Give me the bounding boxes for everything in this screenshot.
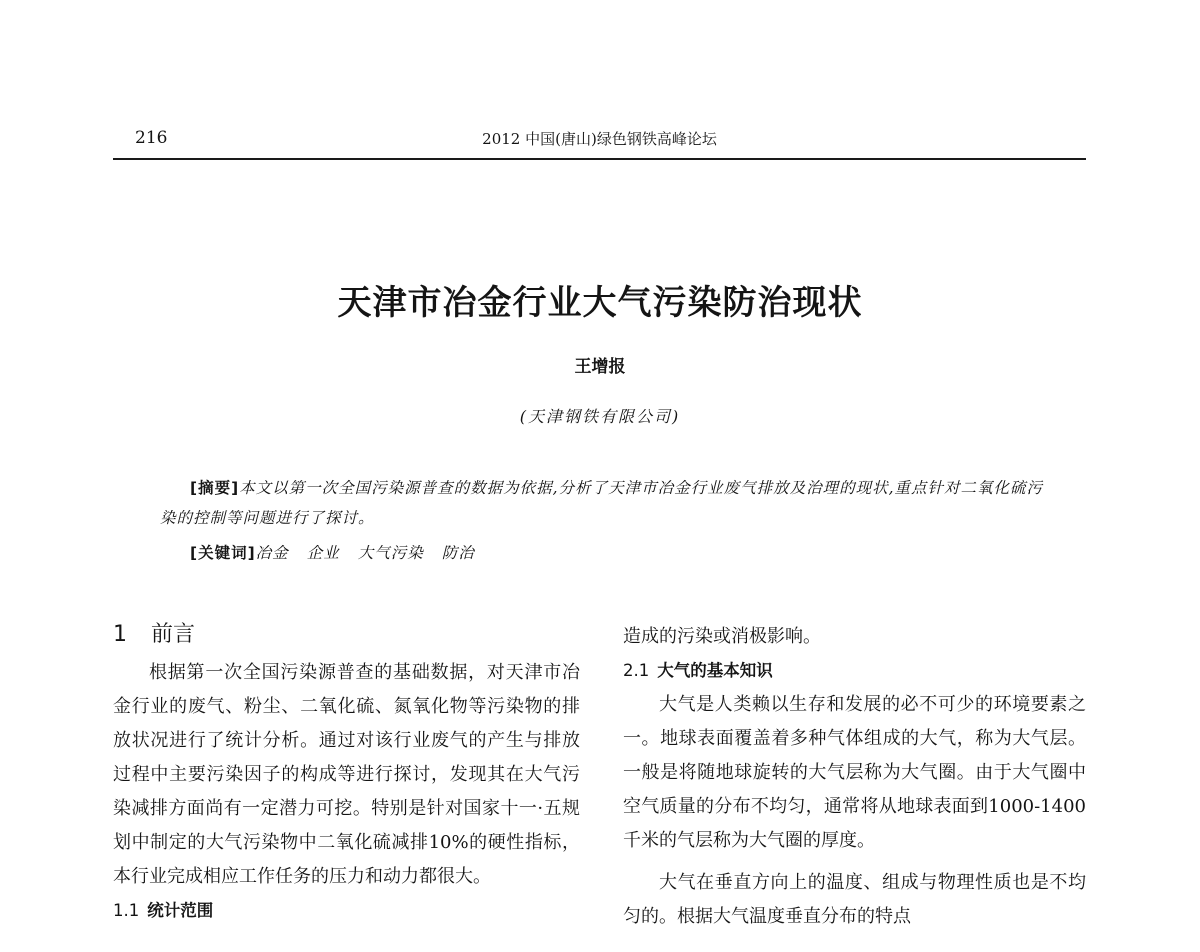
keyword: 企业 [306,544,340,562]
abstract-text: 本文以第一次全国污染源普查的数据为依据,分析了天津市冶金行业废气排放及治理的现状,重点针对二氧化硫污染的控制等问题进行了探讨。 [160,479,1044,527]
left-column [113,620,580,928]
page-header [113,118,1086,160]
keywords-label: [关键词] [190,544,256,562]
article-title: 天津市冶金行业大气污染防治现状 [337,283,863,323]
subsection-number: 2.1 [623,661,650,680]
page-number: 216 [135,128,168,148]
abstract-label: [摘要] [190,479,240,497]
section-number: 1 [113,622,127,647]
keyword: 防治 [441,544,475,562]
atmosphere-paragraph-2: 大气在垂直方向上的温度、组成与物理性质也是不均匀的。根据大气温度垂直分布的特点 [623,872,1086,927]
author-name: 王增报 [574,357,626,377]
running-title: 2012 中国(唐山)绿色钢铁高峰论坛 [482,130,717,148]
section-heading-intro [113,620,580,650]
abstract [160,473,1048,533]
keyword: 大气污染 [357,544,424,562]
subsection-heading-atmosphere [623,654,1086,688]
subsection-heading-scope [113,894,580,928]
keywords [190,541,493,565]
atmosphere-paragraph-1: 大气是人类赖以生存和发展的必不可少的环境要素之一。地球表面覆盖着多种气体组成的大气，称为大气层。一般是将随地球旋转的大气层称为大气圈。由于大气圈中空气质量的分布不均匀，通常将从地球表面到1000-1400千米的气层称为大气圈的厚度。 [623,694,1086,851]
subsection-title: 统计范围 [147,901,214,920]
section-title: 前言 [151,622,196,647]
continuation-text: 造成的污染或消极影响。 [623,626,821,647]
affiliation: (天津钢铁有限公司) [519,407,681,426]
right-column [623,620,1086,934]
subsection-title: 大气的基本知识 [657,661,773,680]
keyword: 冶金 [255,544,289,562]
subsection-number: 1.1 [113,901,140,920]
intro-paragraph: 根据第一次全国污染源普查的基础数据，对天津市冶金行业的废气、粉尘、二氧化硫、氮氧化物等污染物的排放状况进行了统计分析。通过对该行业废气的产生与排放过程中主要污染因子的构成等进行探讨，发现其在大气污染减排方面尚有一定潜力可挖。特别是针对国家十一·五规划中制定的大气污染物中二氧化硫减排10%的硬性指标，本行业完成相应工作任务的压力和动力都很大。 [113,662,580,887]
